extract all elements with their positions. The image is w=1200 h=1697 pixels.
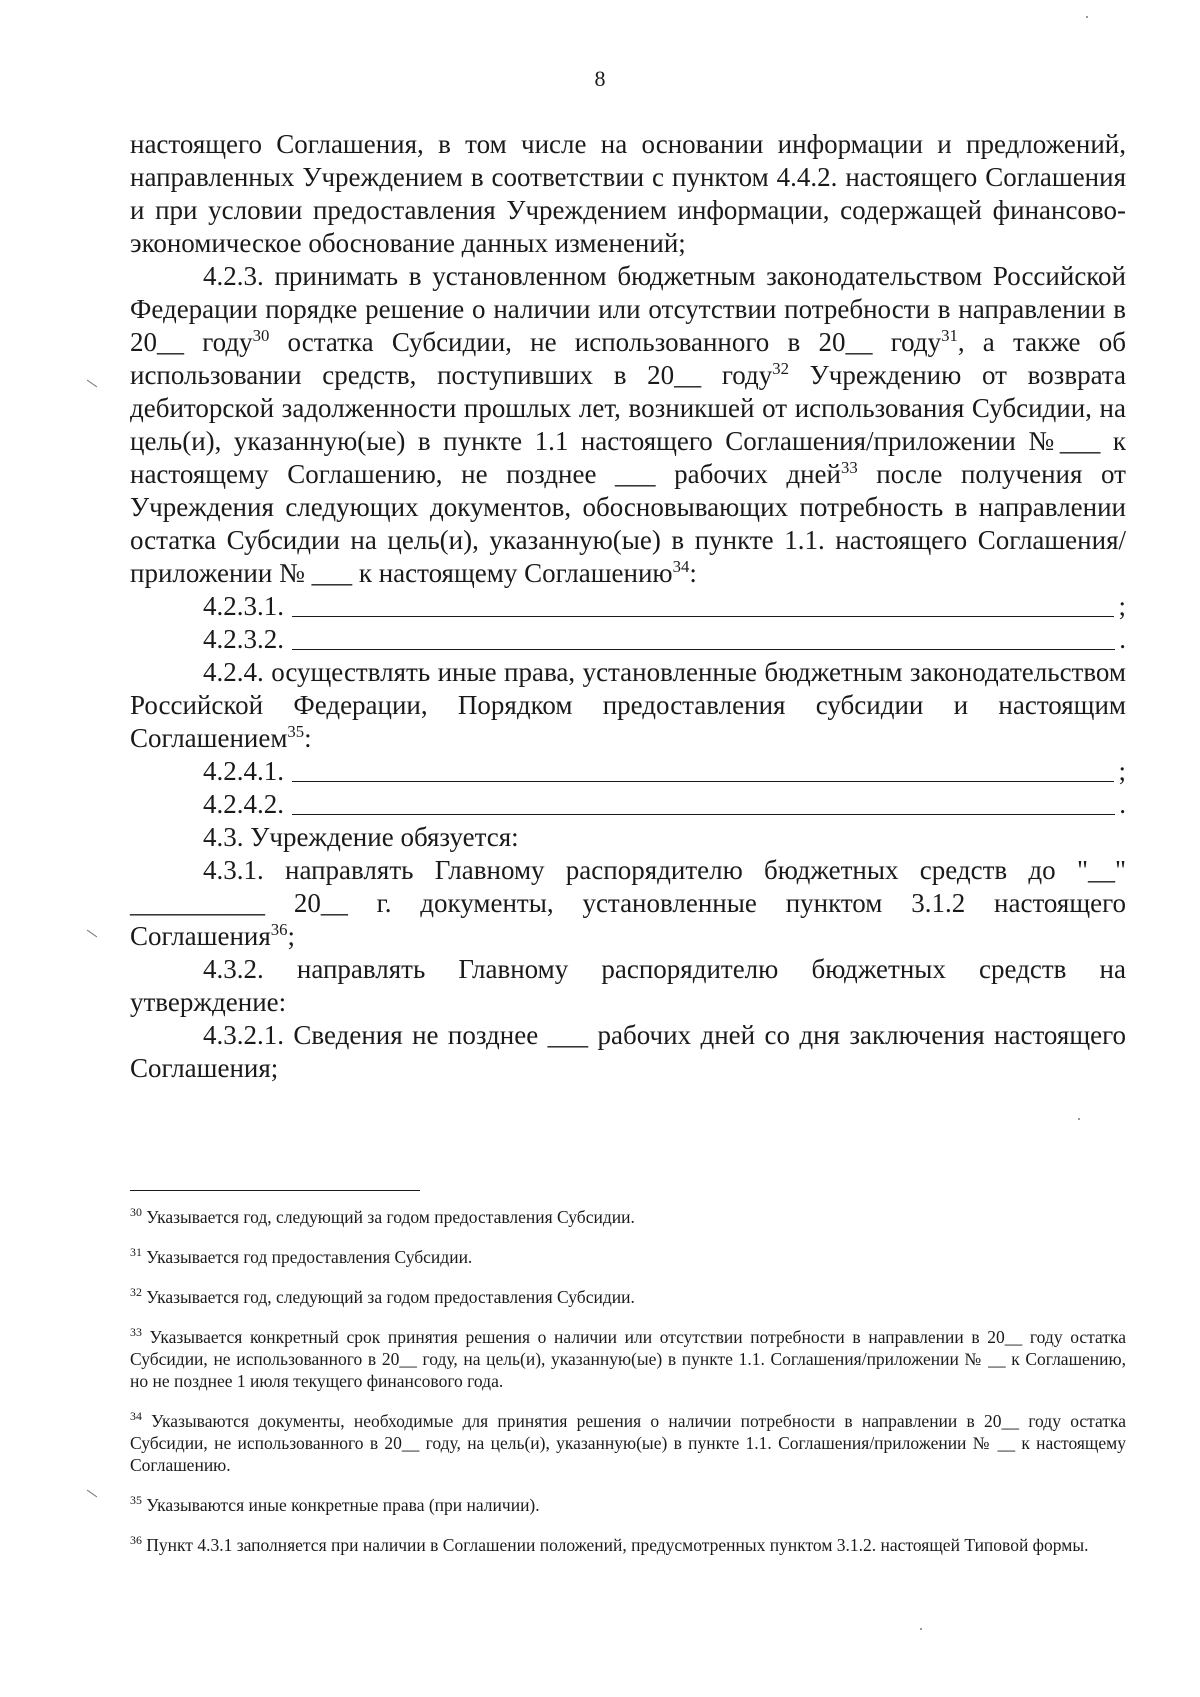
page-number: 8 — [594, 66, 606, 91]
footnote-ref-32: 32 — [772, 359, 789, 378]
footnote-number: 32 — [130, 1285, 142, 1300]
paragraph-text: 4.2.4. осуществлять иные права, установленные бюджетным законодательством Российской Федерации, Порядком предоставления субсидии и настоящим Соглашением — [130, 657, 1126, 753]
paragraph-text: : — [304, 723, 312, 753]
scan-speck — [1086, 16, 1088, 18]
footnote-text: Указываются документы, необходимые для принятия решения о наличии потребности в направлении в 20__ году остатка Субсидии, не использованного в 20__ году, на цель(и), указанную(ые) в пункте 1.1. Соглашения/приложении № __ к настоящему Соглашению. — [130, 1411, 1126, 1475]
footnote-number: 31 — [130, 1245, 142, 1260]
footnote-text: Указывается конкретный срок принятия решения о наличии или отсутствии потребности в направлении в 20__ году остатка Субсидии, не использованного в 20__ году, на цель(и), указанную(ые) в пункте 1.1. Соглашения/приложении № __ к Соглашению, но не позднее 1 июля текущего финансового года. — [130, 1327, 1126, 1391]
scan-speck — [920, 1628, 922, 1630]
fill-in-blank — [292, 814, 1115, 815]
fill-line-4-2-3-2 — [130, 623, 1126, 656]
fill-in-blank — [292, 649, 1115, 650]
paragraph-text: ; — [287, 921, 296, 951]
footnote-ref-30: 30 — [252, 326, 270, 345]
footnote-33 — [130, 1326, 1126, 1392]
footnote-ref-34: 34 — [672, 557, 690, 576]
fill-line-number: 4.2.4.1. — [203, 756, 284, 786]
paragraph-continuation: настоящего Соглашения, в том числе на основании информации и предложений, направленных Учреждением в соответствии с пунктом 4.4.2. настоящего Соглашения и при условии предоставления Учреждением информации, содержащей финансово-экономическое обоснование данных изменений; — [130, 129, 1126, 258]
paragraph-4-3-1 — [130, 854, 1126, 953]
paragraph-text: после получения от Учреждения следующих документов, обосновывающих потребность в направлении остатка Субсидии на цель(и), указанную(ые) в пункте 1.1. настоящего Соглашения/приложении № ___ к настоящему Соглашению — [130, 459, 1126, 588]
footnotes — [130, 1206, 1126, 1574]
footnote-text: Пункт 4.3.1 заполняется при наличии в Соглашении положений, предусмотренных пунктом 3.1.2. настоящей Типовой формы. — [141, 1535, 1089, 1555]
fill-line-number: 4.2.4.2. — [203, 789, 284, 819]
footnote-30 — [130, 1206, 1126, 1228]
paragraph-4-3-2: 4.3.2. направлять Главному распорядителю бюджетных средств на утверждение: — [130, 954, 1126, 1017]
footnote-ref-35: 35 — [287, 722, 305, 741]
fill-line-end: . — [1119, 789, 1126, 819]
paragraph-text: остатка Субсидии, не использованного в 20__ году — [269, 327, 942, 357]
footnote-ref-31: 31 — [941, 326, 958, 345]
paragraph-4-3: 4.3. Учреждение обязуется: — [203, 822, 519, 852]
footnote-text: Указывается год, следующий за годом предоставления Субсидии. — [141, 1287, 635, 1307]
footnote-number: 30 — [130, 1205, 142, 1220]
paragraph-text: : — [689, 558, 697, 588]
fill-line-end: ; — [1118, 756, 1126, 786]
fill-line-4-2-3-1 — [130, 590, 1126, 623]
footnote-ref-33: 33 — [840, 458, 858, 477]
footnote-number: 33 — [130, 1325, 142, 1340]
footnote-number: 36 — [130, 1533, 142, 1548]
fill-line-number: 4.2.3.2. — [203, 624, 284, 654]
paragraph-text: 4.3.1. направлять Главному распорядителю бюджетных средств до "__" __________ 20__ г. документы, установленные пунктом 3.1.2 настоящего Соглашения — [130, 855, 1126, 951]
footnote-text: Указывается год, следующий за годом предоставления Субсидии. — [141, 1207, 635, 1227]
footnote-text: Указываются иные конкретные права (при наличии). — [141, 1495, 540, 1515]
fill-line-number: 4.2.3.1. — [203, 591, 284, 621]
paragraph-4-3-2-1: 4.3.2.1. Сведения не позднее ___ рабочих дней со дня заключения настоящего Соглашения; — [130, 1020, 1126, 1083]
scan-mark — [87, 1490, 97, 1498]
footnote-text: Указывается год предоставления Субсидии. — [141, 1247, 473, 1267]
fill-in-blank — [292, 781, 1114, 782]
footnote-ref-36: 36 — [270, 920, 288, 939]
footnote-32 — [130, 1286, 1126, 1308]
paragraph-text: Учреждению от возврата дебиторской задолженности прошлых лет, возникшей от использования Субсидии, на цель(и), указанную(ые) в пункте 1.1 настоящего Соглашения/приложении №___ к настоящему Соглашению, не позднее ___ рабочих дней — [130, 360, 1126, 489]
fill-line-end: . — [1119, 624, 1126, 654]
scan-mark — [87, 380, 97, 388]
paragraph-text: , а также об использовании средств, поступивших в 20__ году — [130, 327, 1127, 390]
footnote-separator — [130, 1190, 420, 1191]
fill-in-blank — [292, 616, 1114, 617]
paragraph-4-2-3 — [130, 260, 1126, 590]
scan-mark — [87, 930, 97, 938]
footnote-35 — [130, 1494, 1126, 1516]
footnote-36 — [130, 1534, 1126, 1556]
fill-line-4-2-4-1 — [130, 755, 1126, 788]
document-body — [130, 128, 1126, 1085]
fill-line-end: ; — [1118, 591, 1126, 621]
paragraph-text: 4.2.3. принимать в установленном бюджетным законодательством Российской Федерации порядке решение о наличии или отсутствии потребности в направлении в 20__ году — [130, 261, 1126, 357]
footnote-number: 34 — [130, 1409, 142, 1424]
paragraph-4-2-4 — [130, 656, 1126, 755]
fill-line-4-2-4-2 — [130, 788, 1126, 821]
scan-speck — [1078, 1118, 1080, 1120]
footnote-34 — [130, 1410, 1126, 1476]
footnote-number: 35 — [130, 1493, 142, 1508]
footnote-31 — [130, 1246, 1126, 1268]
